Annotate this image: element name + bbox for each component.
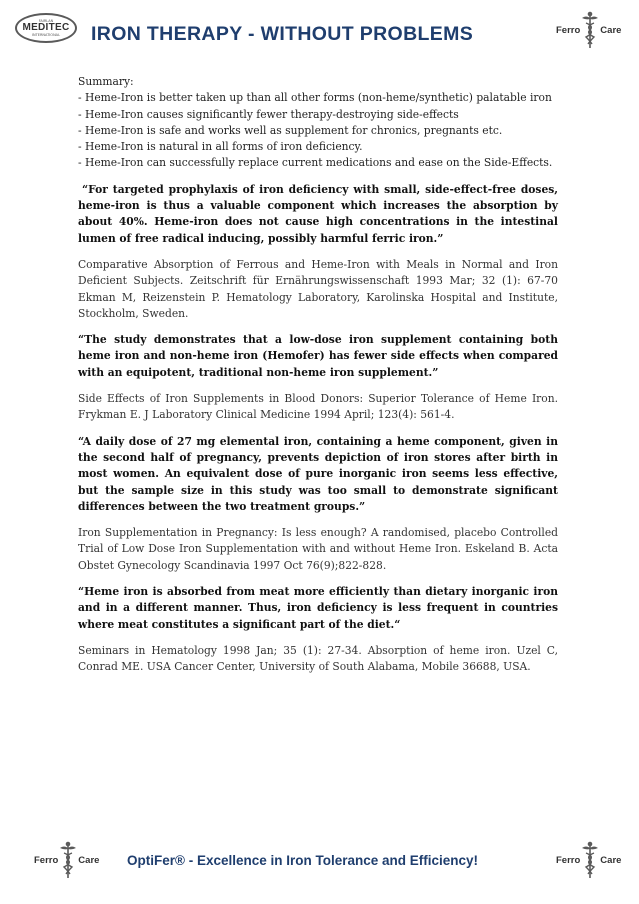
caduceus-icon — [59, 840, 77, 880]
reference-3: Iron Supplementation in Pregnancy: Is less enough? A randomised, placebo Controlled Trial of Low Dose Iron Supplementation with and without Heme Iron. Eskeland B. Acta Obstet Gynecology Scandinavia 1997 Oct 76(9);822-828. — [78, 526, 558, 572]
quote-2: “The study demonstrates that a low-dose iron supplement containing both heme iron and non-heme iron (Hemofer) has fewer side effects when compared with an equipotent, traditional non-heme iron supplement.” — [78, 333, 558, 379]
footer-tagline: OptiFer® - Excellence in Iron Tolerance and Efficiency! — [127, 853, 479, 868]
ferrocare-logo-header — [556, 10, 621, 50]
meditec-logo-bottom-text: INTERNATIONAL — [31, 33, 61, 37]
caduceus-icon — [581, 10, 599, 50]
ferrocare-logo-word1: Ferro — [556, 854, 581, 866]
summary-item: - Heme-Iron is safe and works well as supplement for chronics, pregnants etc. — [78, 123, 503, 137]
caduceus-icon — [581, 840, 599, 880]
ferrocare-logo-word1: Ferro — [556, 24, 581, 36]
ferrocare-logo-word2: Care — [78, 854, 100, 866]
summary-item: - Heme-Iron causes significantly fewer therapy-destroying side-effects — [78, 107, 459, 121]
reference-1: Comparative Absorption of Ferrous and Heme-Iron with Meals in Normal and Iron Deficient Subjects. Zeitschrift für Ernährungswissenschaft 1993 Mar; 32 (1): 67-70 Ekman M, Reizenstein P. Hematology Laboratory, Karolinska Hospital and Institute, Stockholm, Sweden. — [78, 257, 558, 320]
ferrocare-logo-word2: Care — [600, 854, 622, 866]
meditec-logo — [15, 13, 77, 43]
ferrocare-logo-word2: Care — [600, 24, 622, 36]
summary-item: - Heme-Iron can successfully replace current medications and ease on the Side-Effects. — [78, 156, 553, 170]
ferrocare-logo-footer-left — [34, 840, 99, 880]
meditec-logo-main-text: MEDITEC — [22, 22, 70, 33]
ferrocare-logo-footer-right — [556, 840, 621, 880]
quote-3: “A daily dose of 27 mg elemental iron, containing a heme component, given in the second half of pregnancy, prevents depiction of iron stores after birth in most women. An equivalent dose of pure inorganic iron seems less effective, but the sample size in this study was too small to demonstrate significant differences between the two treatment groups.” — [78, 434, 558, 513]
summary-list — [78, 90, 558, 171]
meditec-logo-top-text: FAIRLAN — [38, 19, 54, 23]
reference-4: Seminars in Hematology 1998 Jan; 35 (1): 27-34. Absorption of heme iron. Uzel C, Conrad ME. USA Cancer Center, University of South Alabama, Mobile 36688, USA. — [78, 643, 558, 674]
reference-2: Side Effects of Iron Supplements in Blood Donors: Superior Tolerance of Heme Iron. Frykman E. J Laboratory Clinical Medicine 1994 April; 123(4): 561-4. — [78, 392, 558, 422]
page-title: IRON THERAPY - WITHOUT PROBLEMS — [91, 23, 474, 45]
summary-title: Summary: — [78, 75, 134, 88]
page-footer — [0, 840, 639, 880]
quote-4: “Heme iron is absorbed from meat more efficiently than dietary inorganic iron and in a different manner. Thus, iron deficiency is less frequent in countries where meat constitutes a significant part of the diet.“ — [78, 585, 558, 631]
summary-item: - Heme-Iron is better taken up than all other forms (non-heme/synthetic) palatable iron — [78, 91, 552, 105]
page-header — [0, 10, 639, 58]
summary-item: - Heme-Iron is natural in all forms of iron deficiency. — [78, 140, 363, 154]
ferrocare-logo-word1: Ferro — [34, 854, 59, 866]
document-body — [78, 74, 558, 676]
quote-1: “For targeted prophylaxis of iron deficiency with small, side-effect-free doses, heme-iron is thus a valuable component which increases the absorption by about 40%. Heme-iron does not cause high concentrations in the intestinal lumen of free radical inducing, possibly harmful ferric iron.” — [78, 182, 558, 245]
